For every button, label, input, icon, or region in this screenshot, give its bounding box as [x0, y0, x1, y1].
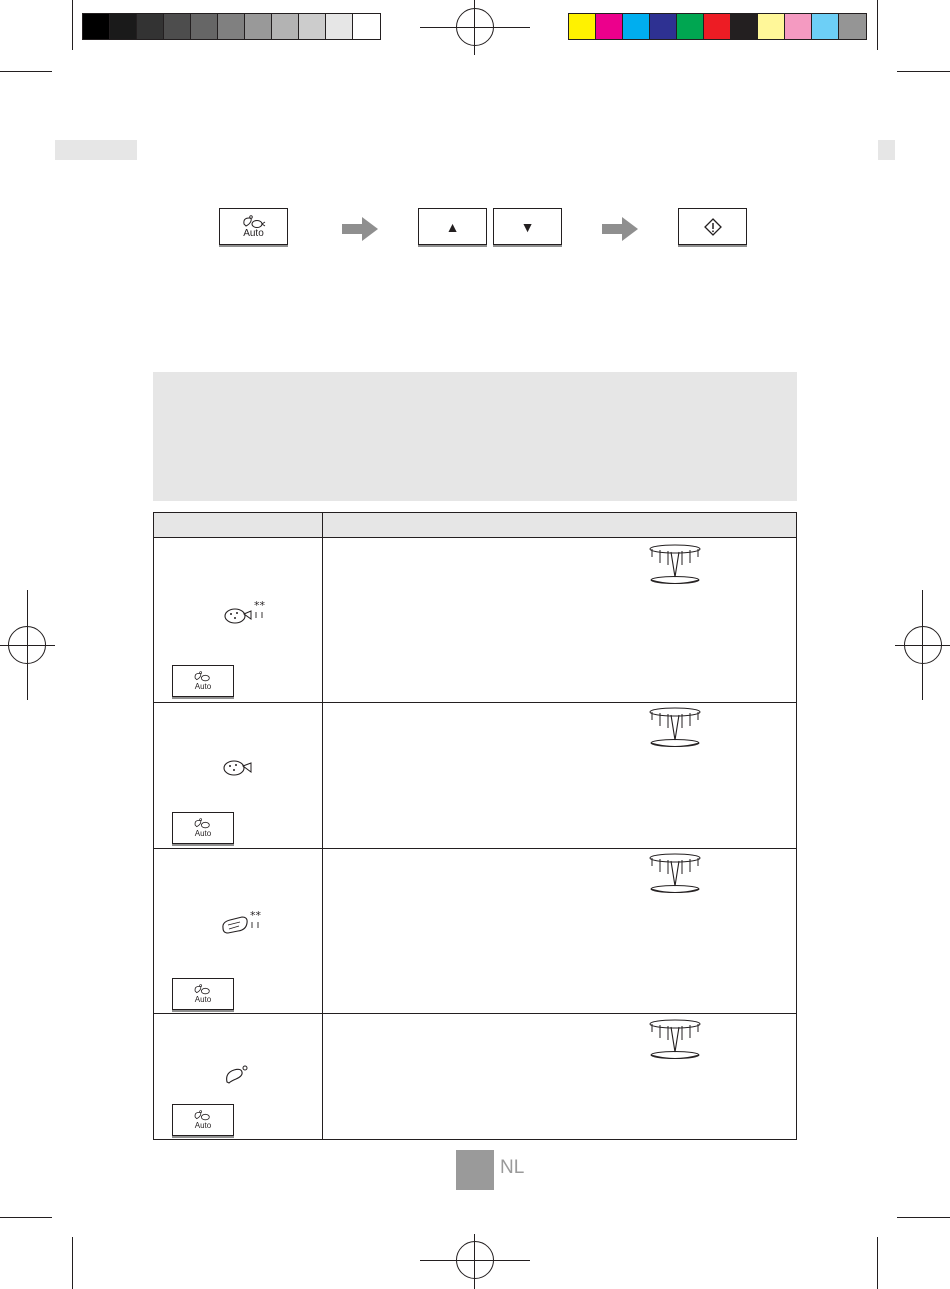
pizza-icon [222, 758, 258, 778]
crop-mark [72, 1237, 73, 1289]
color-swatch [272, 14, 299, 39]
color-swatch [569, 14, 596, 39]
crop-mark [877, 0, 878, 50]
color-swatch [245, 14, 272, 39]
down-button[interactable] [493, 208, 562, 245]
color-swatch [137, 14, 164, 39]
color-swatch [596, 14, 623, 39]
row-divider [154, 702, 796, 703]
color-swatch [191, 14, 218, 39]
crop-mark [0, 1217, 52, 1218]
registration-line [420, 27, 530, 28]
up-button[interactable] [418, 208, 487, 245]
grayscale-bar [82, 13, 381, 40]
auto-button-label: Auto [243, 227, 264, 239]
table-auto-button[interactable] [172, 812, 234, 844]
page-number-box [456, 1150, 494, 1190]
drumstick-icon [224, 1063, 252, 1085]
crop-mark [72, 0, 73, 50]
table-auto-button[interactable] [172, 665, 234, 697]
color-swatch [353, 14, 380, 39]
wire-rack-on-turntable-icon [646, 543, 704, 587]
auto-button[interactable] [219, 208, 288, 245]
auto-cook-icon [193, 984, 213, 995]
auto-cook-icon [242, 215, 266, 229]
table-auto-button-label: Auto [194, 829, 212, 838]
color-swatch [731, 14, 758, 39]
color-swatch [83, 14, 110, 39]
color-swatch [218, 14, 245, 39]
down-triangle-icon: ▼ [520, 218, 535, 235]
table-header [154, 513, 796, 538]
arrow-right-icon [342, 217, 378, 241]
start-button[interactable] [678, 208, 747, 245]
auto-cook-icon [193, 671, 213, 682]
svg-text:**: ** [250, 909, 261, 922]
up-triangle-icon: ▲ [445, 218, 460, 235]
info-box [153, 372, 797, 501]
registration-line [0, 645, 55, 646]
color-swatch [623, 14, 650, 39]
row-divider [154, 848, 796, 849]
header-marker-block [878, 140, 895, 160]
color-swatch [812, 14, 839, 39]
color-swatch [299, 14, 326, 39]
registration-line [420, 1260, 530, 1261]
table-auto-button-label: Auto [194, 1121, 212, 1130]
color-swatch [650, 14, 677, 39]
color-swatch [677, 14, 704, 39]
auto-program-table [153, 512, 797, 1140]
color-swatch [164, 14, 191, 39]
crop-mark [877, 1237, 878, 1289]
wire-rack-on-turntable-icon [646, 852, 704, 896]
color-swatch [839, 14, 866, 39]
row-divider [154, 1013, 796, 1014]
language-code: NL [500, 1157, 525, 1178]
color-swatch [326, 14, 353, 39]
color-swatch [110, 14, 137, 39]
wire-rack-on-turntable-icon [646, 1018, 704, 1062]
svg-text:**: ** [254, 599, 265, 612]
table-auto-button-label: Auto [194, 995, 212, 1004]
frozen-pizza-icon [222, 599, 270, 627]
arrow-right-icon [602, 217, 638, 241]
wire-rack-on-turntable-icon [646, 706, 704, 750]
crop-mark [897, 1217, 950, 1218]
crop-mark [897, 71, 950, 72]
auto-cook-icon [193, 1110, 213, 1121]
auto-cook-icon [193, 818, 213, 829]
column-divider [322, 513, 323, 1139]
table-auto-button-label: Auto [194, 682, 212, 691]
start-icon [704, 218, 722, 236]
registration-line [895, 645, 950, 646]
table-auto-button[interactable] [172, 978, 234, 1010]
color-swatch [758, 14, 785, 39]
table-auto-button[interactable] [172, 1104, 234, 1136]
frozen-meal-icon [220, 908, 268, 938]
crop-mark [0, 71, 52, 72]
header-title-block [55, 140, 137, 160]
color-swatch [704, 14, 731, 39]
registration-line [474, 1234, 475, 1289]
color-swatch [785, 14, 812, 39]
color-bar [568, 13, 867, 40]
